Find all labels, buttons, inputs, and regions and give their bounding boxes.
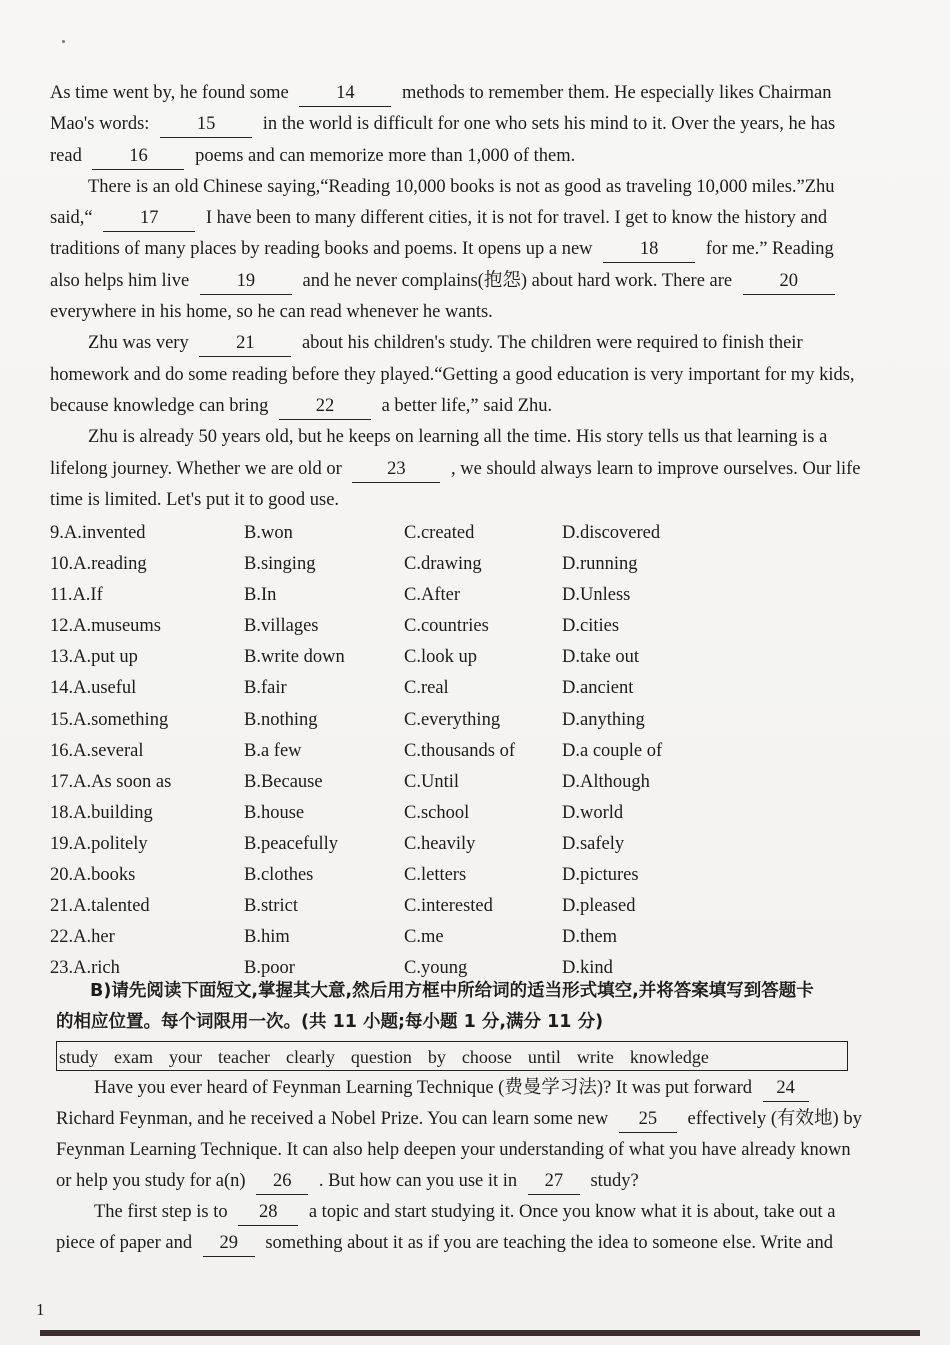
word-bank-item: exam bbox=[114, 1047, 153, 1067]
option-row bbox=[50, 549, 850, 580]
section-b-instruction-2: 的相应位置。每个词限用一次。(共 11 小题;每小题 1 分,满分 11 分) bbox=[56, 1012, 604, 1032]
text-line bbox=[50, 172, 850, 203]
option-row bbox=[50, 611, 850, 642]
option-choice: C.young bbox=[404, 958, 468, 979]
answer-blank-19[interactable]: 19 bbox=[200, 268, 292, 295]
word-bank-item: choose bbox=[461, 1047, 512, 1067]
option-choice: B.fair bbox=[244, 678, 287, 699]
answer-blank-29[interactable]: 29 bbox=[203, 1230, 255, 1257]
text-segment: Richard Feynman, and he received a Nobel Prize. You can learn some new bbox=[56, 1109, 609, 1129]
option-choice: D.Although bbox=[562, 771, 650, 792]
text-segment: because knowledge can bring bbox=[50, 395, 269, 416]
answer-blank-22[interactable]: 22 bbox=[279, 393, 371, 420]
option-choice: D.a couple of bbox=[562, 740, 663, 761]
page-number: 1 bbox=[36, 1300, 45, 1319]
answer-blank-15[interactable]: 15 bbox=[160, 111, 252, 138]
option-row bbox=[50, 860, 850, 891]
text-segment: for me.” Reading bbox=[705, 239, 834, 260]
option-row bbox=[50, 798, 850, 829]
option-choice: C.thousands of bbox=[404, 740, 515, 761]
word-bank-item: until bbox=[527, 1047, 561, 1067]
option-choice: C.created bbox=[404, 523, 475, 543]
word-bank-item: write bbox=[576, 1047, 614, 1067]
option-choice: D.them bbox=[562, 927, 617, 948]
text-line bbox=[50, 360, 855, 391]
option-choice: D.discovered bbox=[562, 523, 661, 543]
option-choice: B.clothes bbox=[244, 865, 314, 886]
text-segment: time is limited. Let's put it to good use. bbox=[50, 489, 340, 510]
text-line bbox=[56, 1166, 856, 1197]
option-row bbox=[50, 642, 850, 673]
text-line bbox=[50, 78, 850, 109]
text-segment: poems and can memorize more than 1,000 of them. bbox=[195, 145, 576, 166]
option-choice: 19.A.politely bbox=[50, 833, 148, 854]
option-choice: 14.A.useful bbox=[50, 678, 137, 699]
text-line bbox=[56, 1104, 862, 1135]
text-segment: Have you ever heard of Feynman Learning Technique (费曼学习法)? It was put forward bbox=[94, 1078, 752, 1098]
option-choice: 20.A.books bbox=[50, 865, 136, 886]
option-row bbox=[50, 891, 850, 922]
bottom-edge-bar bbox=[40, 1330, 920, 1336]
section-b-instruction-1: B)请先阅读下面短文,掌握其大意,然后用方框中所给词的适当形式填空,并将答案填写到答题卡 bbox=[90, 981, 814, 1001]
text-segment: something about it as if you are teaching the idea to someone else. Write and bbox=[265, 1233, 833, 1253]
option-choice: C.look up bbox=[404, 647, 477, 668]
option-choice: C.me bbox=[404, 927, 444, 948]
option-choice: 10.A.reading bbox=[50, 554, 147, 575]
word-bank-item: study bbox=[59, 1047, 99, 1067]
option-choice: 22.A.her bbox=[50, 927, 115, 948]
option-choice: 17.A.As soon as bbox=[50, 771, 172, 792]
option-choice: B.him bbox=[244, 927, 290, 948]
text-segment: Mao's words: bbox=[50, 114, 150, 135]
option-choice: 21.A.talented bbox=[50, 896, 150, 917]
word-bank-box bbox=[56, 1041, 848, 1071]
passage-feynman bbox=[56, 1073, 862, 1259]
text-segment: and he never complains(抱怨) about hard work. There are bbox=[302, 270, 733, 291]
option-choice: D.safely bbox=[562, 833, 625, 854]
answer-blank-23[interactable]: 23 bbox=[352, 456, 440, 483]
text-segment: a topic and start studying it. Once you know what it is about, take out a bbox=[308, 1202, 836, 1222]
option-choice: B.poor bbox=[244, 958, 295, 979]
text-segment: said,“ bbox=[50, 208, 93, 229]
option-choice: C.everything bbox=[404, 709, 501, 730]
option-choice: D.kind bbox=[562, 958, 613, 979]
option-choice: 12.A.museums bbox=[50, 616, 161, 637]
text-segment: also helps him live bbox=[50, 270, 190, 291]
text-segment: There is an old Chinese saying,“Reading 10,000 books is not as good as traveling 10,000 miles.”Zhu bbox=[88, 176, 835, 197]
text-segment: study? bbox=[590, 1171, 639, 1191]
option-row bbox=[50, 673, 850, 704]
text-line bbox=[50, 109, 850, 140]
option-choice: B.peacefully bbox=[244, 833, 338, 854]
option-choice: B.a few bbox=[244, 740, 302, 761]
text-segment: in the world is difficult for one who sets his mind to it. Over the years, he has bbox=[262, 114, 836, 135]
option-choice: B.villages bbox=[244, 616, 319, 637]
text-segment: Zhu is already 50 years old, but he keeps on learning all the time. His story tells us that learning is a bbox=[88, 427, 828, 448]
text-line bbox=[56, 1228, 856, 1259]
text-segment: read bbox=[50, 145, 82, 166]
option-choice: C.heavily bbox=[404, 833, 476, 854]
option-choice: B.In bbox=[244, 585, 277, 606]
option-choice: D.world bbox=[562, 802, 624, 823]
options-table bbox=[50, 518, 850, 984]
text-segment: Feynman Learning Technique. It can also help deepen your understanding of what you have already known bbox=[56, 1140, 851, 1160]
text-line bbox=[50, 141, 850, 172]
option-choice: B.Because bbox=[244, 771, 323, 792]
answer-blank-16[interactable]: 16 bbox=[92, 143, 184, 170]
option-choice: D.anything bbox=[562, 709, 645, 730]
option-choice: C.interested bbox=[404, 896, 493, 917]
text-segment: As time went by, he found some bbox=[50, 83, 289, 103]
option-choice: C.After bbox=[404, 585, 460, 606]
word-bank-item: by bbox=[427, 1047, 446, 1067]
text-line bbox=[50, 485, 850, 516]
text-line bbox=[50, 454, 861, 485]
text-segment: methods to remember them. He especially likes Chairman bbox=[402, 83, 832, 103]
answer-blank-14[interactable]: 14 bbox=[299, 80, 391, 107]
option-row bbox=[50, 705, 850, 736]
option-choice: C.Until bbox=[404, 771, 459, 792]
option-choice: B.singing bbox=[244, 554, 316, 575]
text-line bbox=[50, 422, 850, 453]
text-segment: a better life,” said Zhu. bbox=[381, 395, 553, 416]
text-segment: lifelong journey. Whether we are old or bbox=[50, 458, 342, 479]
text-segment: , we should always learn to improve ourselves. Our life bbox=[451, 458, 861, 479]
option-choice: D.take out bbox=[562, 647, 640, 668]
text-segment: traditions of many places by reading books and poems. It opens up a new bbox=[50, 239, 593, 260]
option-choice: 11.A.If bbox=[50, 585, 103, 606]
answer-blank-27[interactable]: 27 bbox=[528, 1168, 580, 1195]
text-segment: . But how can you use it in bbox=[318, 1171, 518, 1191]
text-segment: effectively (有效地) by bbox=[687, 1109, 862, 1129]
option-row bbox=[50, 580, 850, 611]
word-bank-item: question bbox=[350, 1047, 412, 1067]
answer-blank-26[interactable]: 26 bbox=[256, 1168, 308, 1195]
section-b bbox=[56, 976, 862, 1259]
option-choice: B.won bbox=[244, 523, 293, 543]
option-choice: 9.A.invented bbox=[50, 523, 146, 543]
text-line bbox=[50, 266, 850, 297]
option-choice: D.ancient bbox=[562, 678, 634, 699]
option-choice: C.letters bbox=[404, 865, 467, 886]
text-line bbox=[56, 1135, 856, 1166]
option-choice: B.write down bbox=[244, 647, 345, 668]
text-line bbox=[50, 391, 850, 422]
word-bank-item: knowledge bbox=[629, 1047, 709, 1067]
option-row bbox=[50, 518, 850, 549]
option-choice: B.nothing bbox=[244, 709, 318, 730]
option-choice: D.Unless bbox=[562, 585, 631, 606]
text-segment: or help you study for a(n) bbox=[56, 1171, 246, 1191]
word-bank-item: clearly bbox=[285, 1047, 335, 1067]
option-row bbox=[50, 767, 850, 798]
text-segment: about his children's study. The children were required to finish their bbox=[301, 333, 803, 354]
text-segment: I have been to many different cities, it is not for travel. I get to know the history and bbox=[205, 208, 828, 229]
answer-blank-25[interactable]: 25 bbox=[619, 1106, 677, 1133]
speck bbox=[62, 40, 65, 43]
option-choice: C.countries bbox=[404, 616, 489, 637]
option-row bbox=[50, 829, 850, 860]
option-choice: B.strict bbox=[244, 896, 298, 917]
option-choice: C.school bbox=[404, 802, 470, 823]
text-segment: homework and do some reading before they played.“Getting a good education is very important for my kids, bbox=[50, 364, 855, 385]
option-choice: 15.A.something bbox=[50, 709, 169, 730]
text-line bbox=[56, 1197, 856, 1228]
answer-blank-20[interactable]: 20 bbox=[743, 268, 835, 295]
text-segment: everywhere in his home, so he can read whenever he wants. bbox=[50, 302, 493, 323]
text-line bbox=[50, 297, 850, 328]
word-bank-item: your bbox=[169, 1047, 202, 1067]
text-segment: Zhu was very bbox=[88, 333, 189, 354]
word-bank-item: teacher bbox=[218, 1047, 270, 1067]
option-choice: 23.A.rich bbox=[50, 958, 120, 979]
option-choice: 16.A.several bbox=[50, 740, 144, 761]
option-choice: C.real bbox=[404, 678, 449, 699]
answer-blank-28[interactable]: 28 bbox=[238, 1199, 298, 1226]
text-segment: The first step is to bbox=[94, 1202, 228, 1222]
option-choice: C.drawing bbox=[404, 554, 482, 575]
text-line bbox=[56, 1073, 856, 1104]
text-line bbox=[50, 234, 850, 265]
option-choice: B.house bbox=[244, 802, 305, 823]
answer-blank-21[interactable]: 21 bbox=[199, 330, 291, 357]
option-choice: D.pleased bbox=[562, 896, 636, 917]
answer-blank-17[interactable]: 17 bbox=[103, 205, 195, 232]
answer-blank-18[interactable]: 18 bbox=[603, 236, 695, 263]
option-choice: D.cities bbox=[562, 616, 620, 637]
option-choice: 18.A.building bbox=[50, 802, 153, 823]
text-segment: piece of paper and bbox=[56, 1233, 193, 1253]
passage-cloze-a bbox=[50, 78, 861, 516]
option-row bbox=[50, 736, 850, 767]
option-choice: 13.A.put up bbox=[50, 647, 138, 668]
option-choice: D.running bbox=[562, 554, 638, 575]
answer-blank-24[interactable]: 24 bbox=[763, 1075, 809, 1102]
option-choice: D.pictures bbox=[562, 865, 639, 886]
text-line bbox=[50, 203, 850, 234]
text-line bbox=[50, 328, 850, 359]
option-row bbox=[50, 922, 850, 953]
